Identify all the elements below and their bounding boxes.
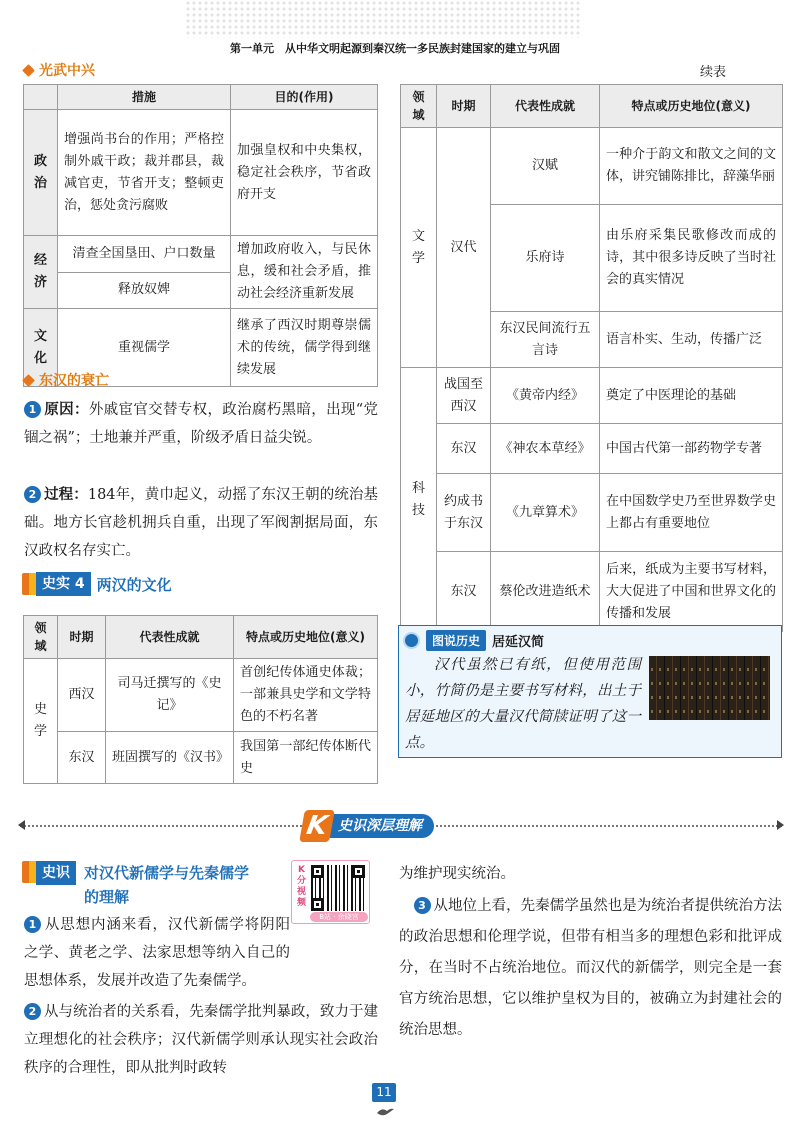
qr-caption: B站 · 余晓宫 (310, 912, 368, 922)
purpose-cell: 加强皇权和中央集权，稳定社会秩序，节省政府开支 (231, 110, 378, 236)
number-badge-icon: 2 (24, 1003, 41, 1020)
measure-cell: 释放奴婢 (58, 272, 231, 309)
section-guangwu-title: 光武中兴 (39, 63, 95, 79)
fact4-banner (22, 571, 172, 597)
significance-cell: 奠定了中医理论的基础 (600, 368, 783, 424)
measure-cell: 增强尚书台的作用；严格控制外戚干政；裁并郡县，裁减官吏，节省开支；整顿吏治，惩处贪污腐败 (58, 110, 231, 236)
slip-text-row (649, 668, 770, 671)
illustrated-history-box (398, 625, 782, 758)
achievement-cell: 汉赋 (491, 128, 600, 205)
table-header: 措施 (58, 85, 231, 110)
continued-table (400, 84, 783, 632)
significance-cell: 中国古代第一部药物学专著 (600, 424, 783, 474)
film-reel-icon (403, 632, 420, 649)
achievement-cell: 《神农本草经》 (491, 424, 600, 474)
process-label: 过程： (44, 487, 88, 503)
table-header: 领域 (24, 616, 58, 659)
shishi-paragraph-2 (24, 998, 378, 1082)
bamboo-slips-image (649, 656, 770, 720)
field-cell: 政治 (24, 110, 58, 236)
period-cell: 约成书于东汉 (437, 474, 491, 552)
number-badge-icon: 1 (24, 916, 41, 933)
measure-cell: 清查全国垦田、户口数量 (58, 236, 231, 273)
number-badge-icon: 1 (24, 401, 41, 418)
qr-code-icon[interactable] (311, 865, 365, 911)
decline-process-paragraph (24, 481, 378, 565)
slip-text-row (649, 682, 770, 685)
shishi-paragraph-3 (399, 891, 782, 1046)
continued-label: 续表 (700, 65, 727, 80)
decline-cause-paragraph (24, 396, 378, 452)
process-text: 184年，黄巾起义，动摇了东汉王朝的统治基础。地方长官趁机拥兵自重，出现了军阀割据局面，东汉政权名存实亡。 (24, 487, 379, 559)
period-cell: 东汉 (437, 552, 491, 632)
achievement-cell: 司马迁撰写的《史记》 (106, 659, 234, 732)
shishi-text-2: 从与统治者的关系看，先秦儒学批判暴政，致力于建立理想化的社会秩序；汉代新儒学则承认现实社会政治秩序的合理性，即从批判时政转 (24, 1004, 378, 1076)
significance-cell: 首创纪传体通史体裁；一部兼具史学和文学特色的不朽名著 (234, 659, 378, 732)
deep-understanding-title: 史识深层理解 (324, 814, 434, 838)
table-header: 特点或历史地位(意义) (234, 616, 378, 659)
significance-cell: 在中国数学史乃至世界数学史上都占有重要地位 (600, 474, 783, 552)
header-dot-pattern (185, 0, 580, 38)
cause-text: 外戚宦官交替专权，政治腐朽黑暗，出现“党锢之祸”；土地兼并严重，阶级矛盾日益尖锐。 (24, 402, 378, 446)
field-cell: 经济 (24, 236, 58, 309)
illustrated-history-tag: 图说历史 (426, 630, 486, 651)
field-cell: 文化 (24, 309, 58, 387)
shishi-text-3: 从地位上看，先秦儒学虽然也是为统治者提供统治方法的政治思想和伦理学说，但带有相当多的理想色彩和批评成分，在当时不占统治地位。而汉代的新儒学，则完全是一套官方统治思想，它以维护皇权为目的，被确立为封建社会的统治思想。 (399, 898, 782, 1038)
table-header-blank (24, 85, 58, 110)
shishi-banner (22, 861, 259, 909)
arrow-right-icon (777, 820, 784, 830)
slip-text-row (649, 710, 770, 713)
shishi-paragraph-2-continued: 为维护现实统治。 (399, 866, 515, 882)
shishi-title: 对汉代新儒学与先秦儒学的理解 (84, 864, 250, 906)
shishi-paragraph-1 (24, 911, 290, 995)
table-header: 时期 (58, 616, 106, 659)
achievement-cell: 东汉民间流行五言诗 (491, 312, 600, 368)
purpose-cell: 继承了西汉时期尊崇儒术的传统，儒学得到继续发展 (231, 309, 378, 387)
shishi-text-1: 从思想内涵来看，汉代新儒学将阴阳之学、黄老之学、法家思想等纳入自己的思想体系，发展并改造了先秦儒学。 (24, 917, 290, 989)
deep-understanding-badge (302, 810, 434, 842)
purpose-cell: 增加政府收入，与民休息，缓和社会矛盾，推动社会经济重新发展 (231, 236, 378, 309)
table-header: 目的(作用) (231, 85, 378, 110)
measure-cell: 重视儒学 (58, 309, 231, 387)
guangwu-table (23, 84, 378, 387)
period-cell: 汉代 (437, 128, 491, 368)
shishi-tag: 史识 (36, 861, 76, 885)
page-number: 11 (372, 1083, 396, 1102)
significance-cell: 由乐府采集民歌修改而成的诗，其中很多诗反映了当时社会的真实情况 (600, 205, 783, 312)
significance-cell: 后来，纸成为主要书写材料，大大促进了中国和世界文化的传播和发展 (600, 552, 783, 632)
table-header: 时期 (437, 85, 491, 128)
diamond-bullet-icon (22, 64, 35, 77)
period-cell: 东汉 (437, 424, 491, 474)
table-header: 代表性成就 (106, 616, 234, 659)
achievement-cell: 《黄帝内经》 (491, 368, 600, 424)
period-cell: 东汉 (58, 732, 106, 784)
number-badge-icon: 2 (24, 486, 41, 503)
video-qr-card[interactable] (291, 860, 370, 924)
achievement-cell: 乐府诗 (491, 205, 600, 312)
section-guangwu-heading (24, 60, 95, 80)
illustrated-history-title: 居延汉简 (492, 635, 545, 650)
achievement-cell: 《九章算术》 (491, 474, 600, 552)
k-logo-icon: K (299, 810, 335, 842)
fact4-table (23, 615, 378, 784)
section-decline-heading (24, 370, 109, 390)
field-cell: 科技 (401, 368, 437, 632)
video-label: K分视频 (296, 865, 306, 908)
achievement-cell: 蔡伦改进造纸术 (491, 552, 600, 632)
field-cell: 史学 (24, 659, 58, 784)
illustrated-history-text: 汉代虽然已有纸，但使用范围小，竹简仍是主要书写材料，出土于居延地区的大量汉代简牍证明了这一点。 (405, 657, 641, 751)
significance-cell: 我国第一部纪传体断代史 (234, 732, 378, 784)
section-decline-title: 东汉的衰亡 (39, 373, 109, 389)
table-header: 领域 (401, 85, 437, 128)
number-badge-icon: 3 (414, 897, 431, 914)
significance-cell: 语言朴实、生动，传播广泛 (600, 312, 783, 368)
period-cell: 战国至西汉 (437, 368, 491, 424)
unit-title: 第一单元 从中华文明起源到秦汉统一多民族封建国家的建立与巩固 (230, 42, 560, 55)
arrow-left-icon (18, 820, 25, 830)
significance-cell: 一种介于韵文和散文之间的文体，讲究铺陈排比，辞藻华丽 (600, 128, 783, 205)
qr-finder-icon (352, 865, 365, 878)
book-icon (22, 573, 36, 595)
field-cell: 文学 (401, 128, 437, 368)
fact-title: 两汉的文化 (96, 575, 172, 594)
diamond-bullet-icon (22, 374, 35, 387)
period-cell: 西汉 (58, 659, 106, 732)
slip-text-row (649, 696, 770, 699)
qr-finder-icon (311, 898, 324, 911)
fact-tag: 史实 4 (36, 572, 91, 596)
cause-label: 原因： (44, 402, 89, 418)
bird-icon (375, 1105, 395, 1117)
illustrated-history-head (403, 630, 544, 651)
achievement-cell: 班固撰写的《汉书》 (106, 732, 234, 784)
qr-finder-icon (311, 865, 324, 878)
book-icon (22, 861, 36, 883)
table-header: 特点或历史地位(意义) (600, 85, 783, 128)
table-header: 代表性成就 (491, 85, 600, 128)
